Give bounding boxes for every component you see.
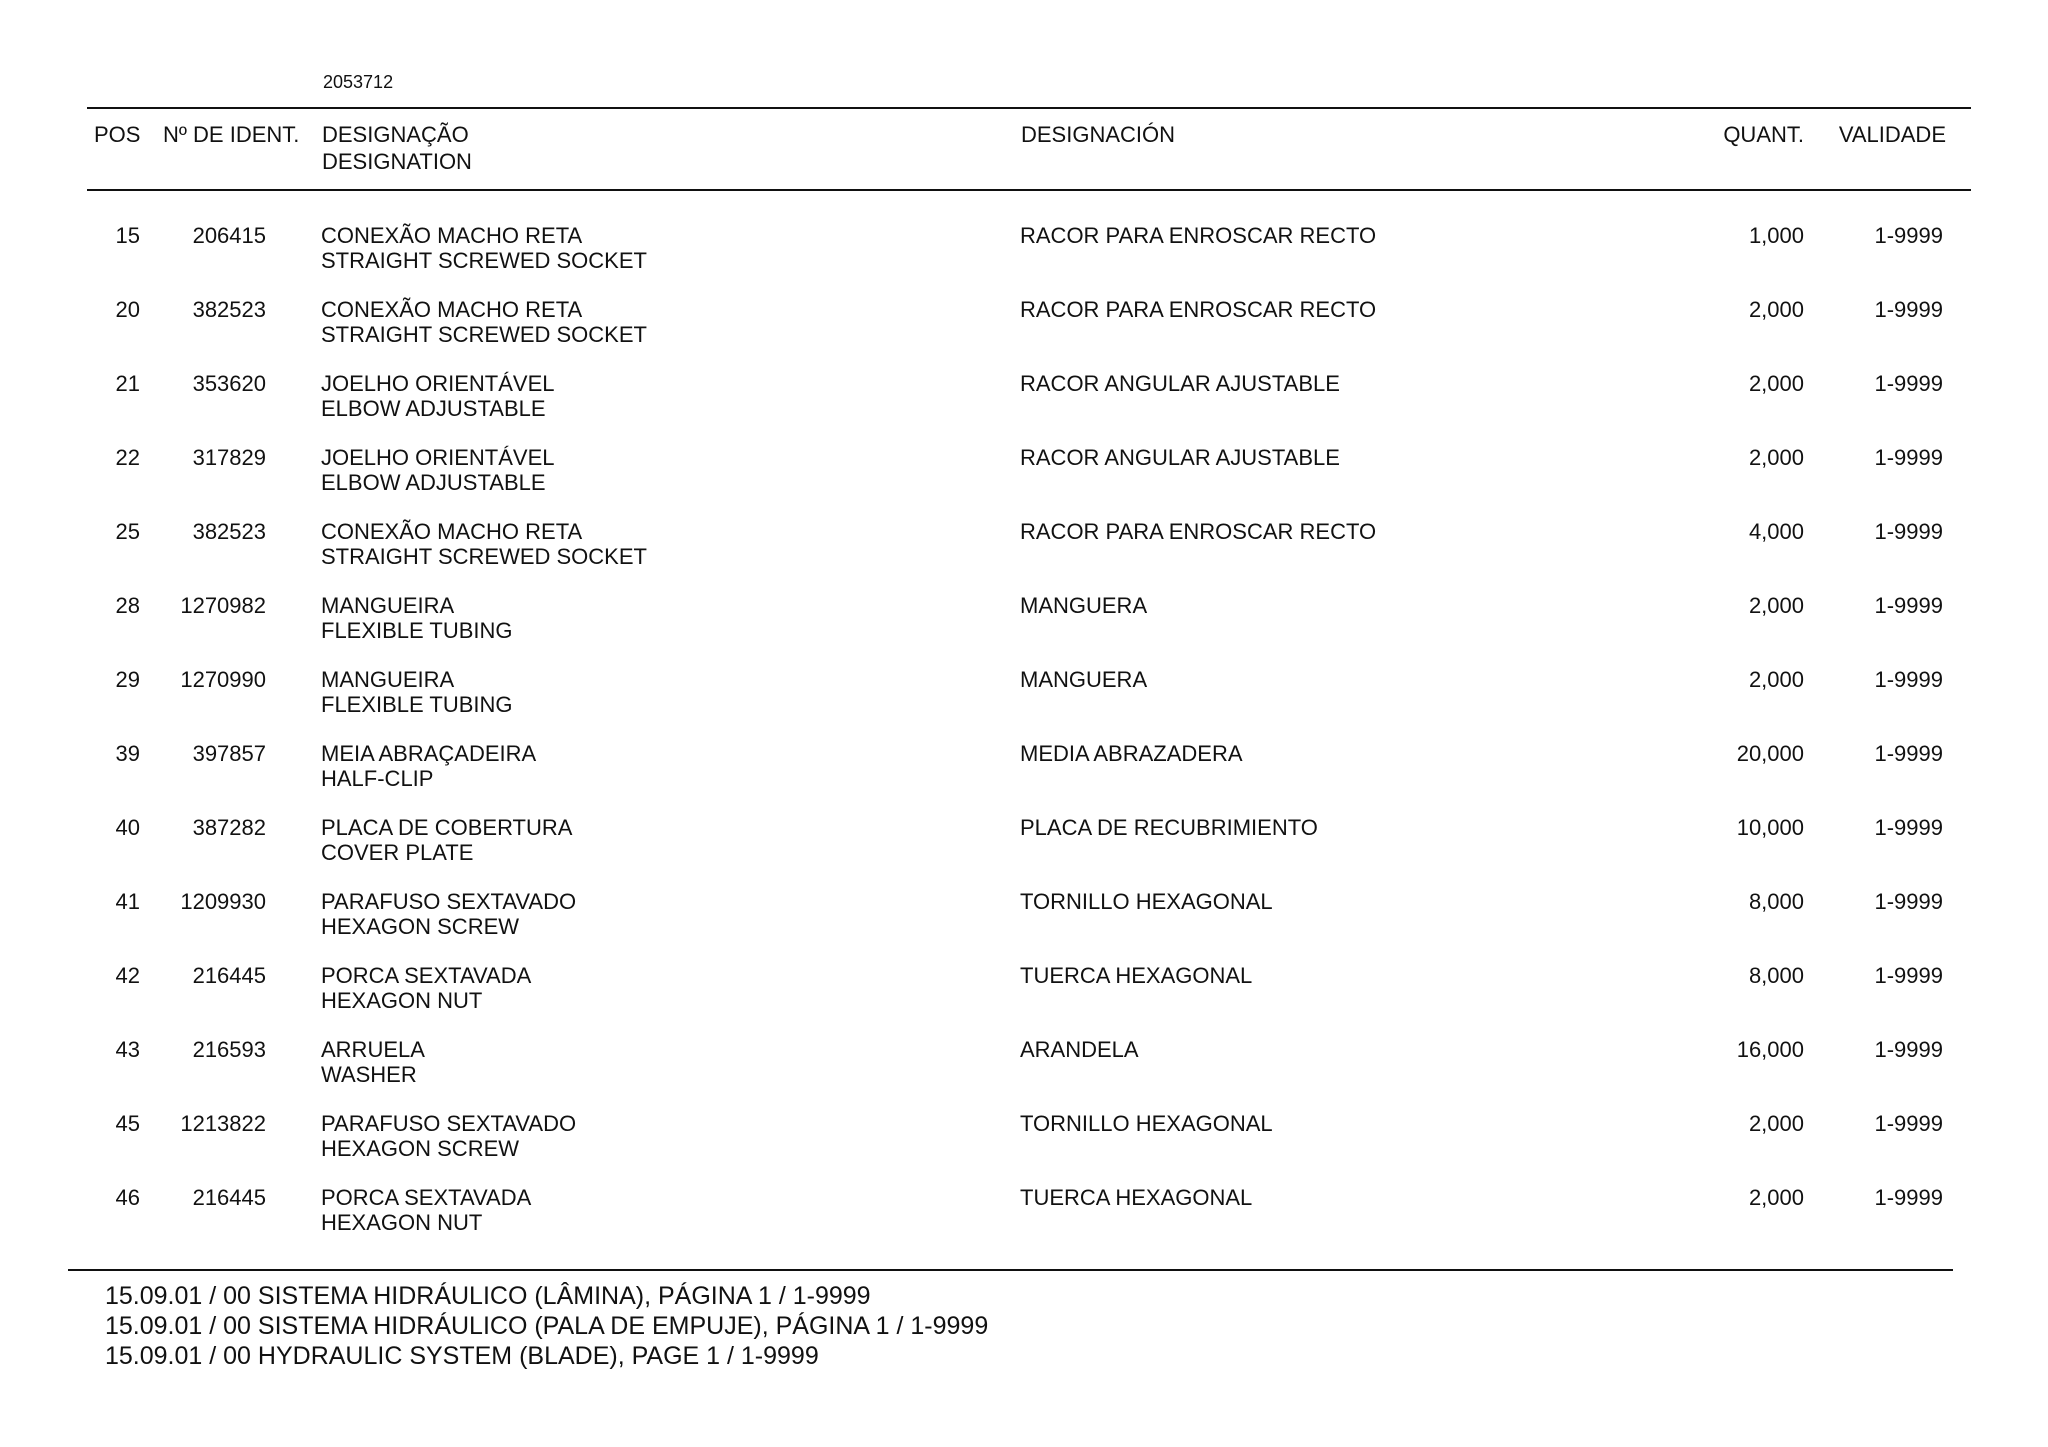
- row-designation-pt: ARRUELA: [321, 1037, 425, 1062]
- header-designation-en: DESIGNATION: [322, 149, 472, 174]
- row-validade: 1-9999: [1874, 593, 1943, 618]
- row-designation: [321, 445, 555, 495]
- row-designation-pt: MANGUEIRA: [321, 593, 455, 618]
- row-designacion: MANGUERA: [1020, 593, 1148, 618]
- parts-table-body: [0, 223, 2048, 1259]
- row-designation-en: HEXAGON NUT: [321, 988, 483, 1013]
- row-quant: 2,000: [1748, 667, 1804, 692]
- row-ident: 206415: [192, 223, 266, 248]
- row-designacion: MEDIA ABRAZADERA: [1020, 741, 1243, 766]
- table-header: [0, 121, 2048, 181]
- row-designacion: TUERCA HEXAGONAL: [1020, 963, 1253, 988]
- row-validade: 1-9999: [1874, 1185, 1943, 1210]
- row-designation-pt: PORCA SEXTAVADA: [321, 963, 532, 988]
- row-designation: [321, 593, 513, 643]
- row-ident: 1270990: [180, 667, 266, 692]
- row-validade: 1-9999: [1874, 1111, 1943, 1136]
- row-ident: 216593: [192, 1037, 266, 1062]
- row-quant: 8,000: [1748, 963, 1804, 988]
- row-pos: 40: [115, 815, 140, 840]
- table-row: [0, 889, 2048, 963]
- row-designacion: RACOR ANGULAR AJUSTABLE: [1020, 445, 1340, 470]
- row-ident: 382523: [192, 519, 266, 544]
- row-pos: 29: [115, 667, 140, 692]
- row-quant: 1,000: [1748, 223, 1804, 248]
- row-designation-en: HALF-CLIP: [321, 766, 434, 791]
- row-pos: 42: [115, 963, 140, 988]
- table-row: [0, 815, 2048, 889]
- row-designation-pt: MANGUEIRA: [321, 667, 455, 692]
- row-pos: 46: [115, 1185, 140, 1210]
- row-designation: [321, 1111, 576, 1161]
- table-row: [0, 519, 2048, 593]
- row-designation-en: ELBOW ADJUSTABLE: [321, 470, 546, 495]
- row-designation-pt: JOELHO ORIENTÁVEL: [321, 445, 555, 470]
- footer-line: 15.09.01 / 00 HYDRAULIC SYSTEM (BLADE), PAGE 1 / 1-9999: [105, 1342, 819, 1370]
- row-designation: [321, 297, 647, 347]
- row-designation: [321, 371, 555, 421]
- row-designation: [321, 223, 647, 273]
- header-designacao: DESIGNAÇÃO: [322, 122, 469, 147]
- row-ident: 353620: [192, 371, 266, 396]
- row-quant: 2,000: [1748, 297, 1804, 322]
- header-designation: [322, 121, 472, 175]
- table-row: [0, 593, 2048, 667]
- row-designation-en: FLEXIBLE TUBING: [321, 618, 513, 643]
- row-quant: 4,000: [1748, 519, 1804, 544]
- row-designation-pt: PARAFUSO SEXTAVADO: [321, 889, 577, 914]
- row-designation: [321, 815, 572, 865]
- header-ident: Nº DE IDENT.: [163, 122, 300, 147]
- row-designation-pt: CONEXÃO MACHO RETA: [321, 223, 583, 248]
- row-pos: 39: [115, 741, 140, 766]
- row-validade: 1-9999: [1874, 741, 1943, 766]
- table-row: [0, 297, 2048, 371]
- row-pos: 41: [115, 889, 140, 914]
- row-validade: 1-9999: [1874, 1037, 1943, 1062]
- row-ident: 397857: [192, 741, 266, 766]
- row-designation: [321, 1037, 425, 1087]
- table-row: [0, 667, 2048, 741]
- document-number: 2053712: [323, 72, 394, 92]
- row-designation-en: ELBOW ADJUSTABLE: [321, 396, 546, 421]
- row-validade: 1-9999: [1874, 371, 1943, 396]
- row-designation: [321, 1185, 531, 1235]
- table-row: [0, 1185, 2048, 1259]
- row-designation: [321, 519, 647, 569]
- row-ident: 1213822: [180, 1111, 266, 1136]
- table-row: [0, 445, 2048, 519]
- row-pos: 43: [115, 1037, 140, 1062]
- row-designacion: RACOR PARA ENROSCAR RECTO: [1020, 519, 1377, 544]
- row-designacion: MANGUERA: [1020, 667, 1148, 692]
- row-designacion: RACOR PARA ENROSCAR RECTO: [1020, 297, 1377, 322]
- row-ident: 216445: [192, 963, 266, 988]
- header-top-rule: [87, 107, 1971, 109]
- row-designation-en: COVER PLATE: [321, 840, 474, 865]
- row-designation-pt: PARAFUSO SEXTAVADO: [321, 1111, 577, 1136]
- row-ident: 216445: [192, 1185, 266, 1210]
- row-ident: 1270982: [180, 593, 266, 618]
- header-designacion: DESIGNACIÓN: [1021, 122, 1176, 147]
- row-quant: 2,000: [1748, 593, 1804, 618]
- row-validade: 1-9999: [1874, 963, 1943, 988]
- row-designation-en: HEXAGON SCREW: [321, 914, 520, 939]
- row-designation-en: WASHER: [321, 1062, 417, 1087]
- table-row: [0, 1037, 2048, 1111]
- row-designacion: RACOR PARA ENROSCAR RECTO: [1020, 223, 1377, 248]
- row-designation-en: HEXAGON SCREW: [321, 1136, 520, 1161]
- row-designation-en: STRAIGHT SCREWED SOCKET: [321, 322, 647, 347]
- table-row: [0, 741, 2048, 815]
- row-designation-en: HEXAGON NUT: [321, 1210, 483, 1235]
- row-quant: 2,000: [1748, 1185, 1804, 1210]
- row-quant: 2,000: [1748, 445, 1804, 470]
- header-validade: VALIDADE: [1838, 122, 1946, 147]
- row-quant: 10,000: [1736, 815, 1804, 840]
- row-ident: 317829: [192, 445, 266, 470]
- row-quant: 16,000: [1736, 1037, 1804, 1062]
- row-designacion: RACOR ANGULAR AJUSTABLE: [1020, 371, 1340, 396]
- row-quant: 20,000: [1736, 741, 1804, 766]
- header-quant: QUANT.: [1723, 122, 1804, 147]
- row-designation-pt: CONEXÃO MACHO RETA: [321, 519, 583, 544]
- header-bottom-rule: [87, 189, 1971, 191]
- row-quant: 8,000: [1748, 889, 1804, 914]
- row-pos: 15: [115, 223, 140, 248]
- row-designation: [321, 667, 513, 717]
- row-designation-pt: CONEXÃO MACHO RETA: [321, 297, 583, 322]
- row-designacion: TUERCA HEXAGONAL: [1020, 1185, 1253, 1210]
- table-row: [0, 223, 2048, 297]
- table-row: [0, 963, 2048, 1037]
- row-ident: 382523: [192, 297, 266, 322]
- row-designation-pt: PLACA DE COBERTURA: [321, 815, 573, 840]
- row-designation: [321, 741, 536, 791]
- row-designacion: TORNILLO HEXAGONAL: [1020, 889, 1273, 914]
- footer-line: 15.09.01 / 00 SISTEMA HIDRÁULICO (LÂMINA), PÁGINA 1 / 1-9999: [105, 1282, 871, 1310]
- row-ident: 387282: [192, 815, 266, 840]
- row-designacion: PLACA DE RECUBRIMIENTO: [1020, 815, 1318, 840]
- row-validade: 1-9999: [1874, 815, 1943, 840]
- row-quant: 2,000: [1748, 1111, 1804, 1136]
- row-validade: 1-9999: [1874, 223, 1943, 248]
- row-designation-pt: PORCA SEXTAVADA: [321, 1185, 532, 1210]
- row-pos: 28: [115, 593, 140, 618]
- row-designation: [321, 889, 576, 939]
- row-designation-en: STRAIGHT SCREWED SOCKET: [321, 544, 647, 569]
- row-pos: 21: [115, 371, 140, 396]
- row-pos: 45: [115, 1111, 140, 1136]
- header-pos: POS: [94, 122, 141, 147]
- table-bottom-rule: [68, 1269, 1953, 1271]
- row-designation-en: FLEXIBLE TUBING: [321, 692, 513, 717]
- table-row: [0, 1111, 2048, 1185]
- row-designation-en: STRAIGHT SCREWED SOCKET: [321, 248, 647, 273]
- row-validade: 1-9999: [1874, 519, 1943, 544]
- row-validade: 1-9999: [1874, 889, 1943, 914]
- row-validade: 1-9999: [1874, 445, 1943, 470]
- row-validade: 1-9999: [1874, 667, 1943, 692]
- row-ident: 1209930: [180, 889, 266, 914]
- footer-line: 15.09.01 / 00 SISTEMA HIDRÁULICO (PALA DE EMPUJE), PÁGINA 1 / 1-9999: [105, 1312, 989, 1340]
- row-quant: 2,000: [1748, 371, 1804, 396]
- row-designacion: ARANDELA: [1020, 1037, 1139, 1062]
- row-pos: 25: [115, 519, 140, 544]
- row-designation-pt: JOELHO ORIENTÁVEL: [321, 371, 555, 396]
- row-pos: 22: [115, 445, 140, 470]
- row-pos: 20: [115, 297, 140, 322]
- row-designation: [321, 963, 531, 1013]
- footer-references: [105, 1281, 988, 1371]
- row-designation-pt: MEIA ABRAÇADEIRA: [321, 741, 537, 766]
- row-designacion: TORNILLO HEXAGONAL: [1020, 1111, 1273, 1136]
- row-validade: 1-9999: [1874, 297, 1943, 322]
- table-row: [0, 371, 2048, 445]
